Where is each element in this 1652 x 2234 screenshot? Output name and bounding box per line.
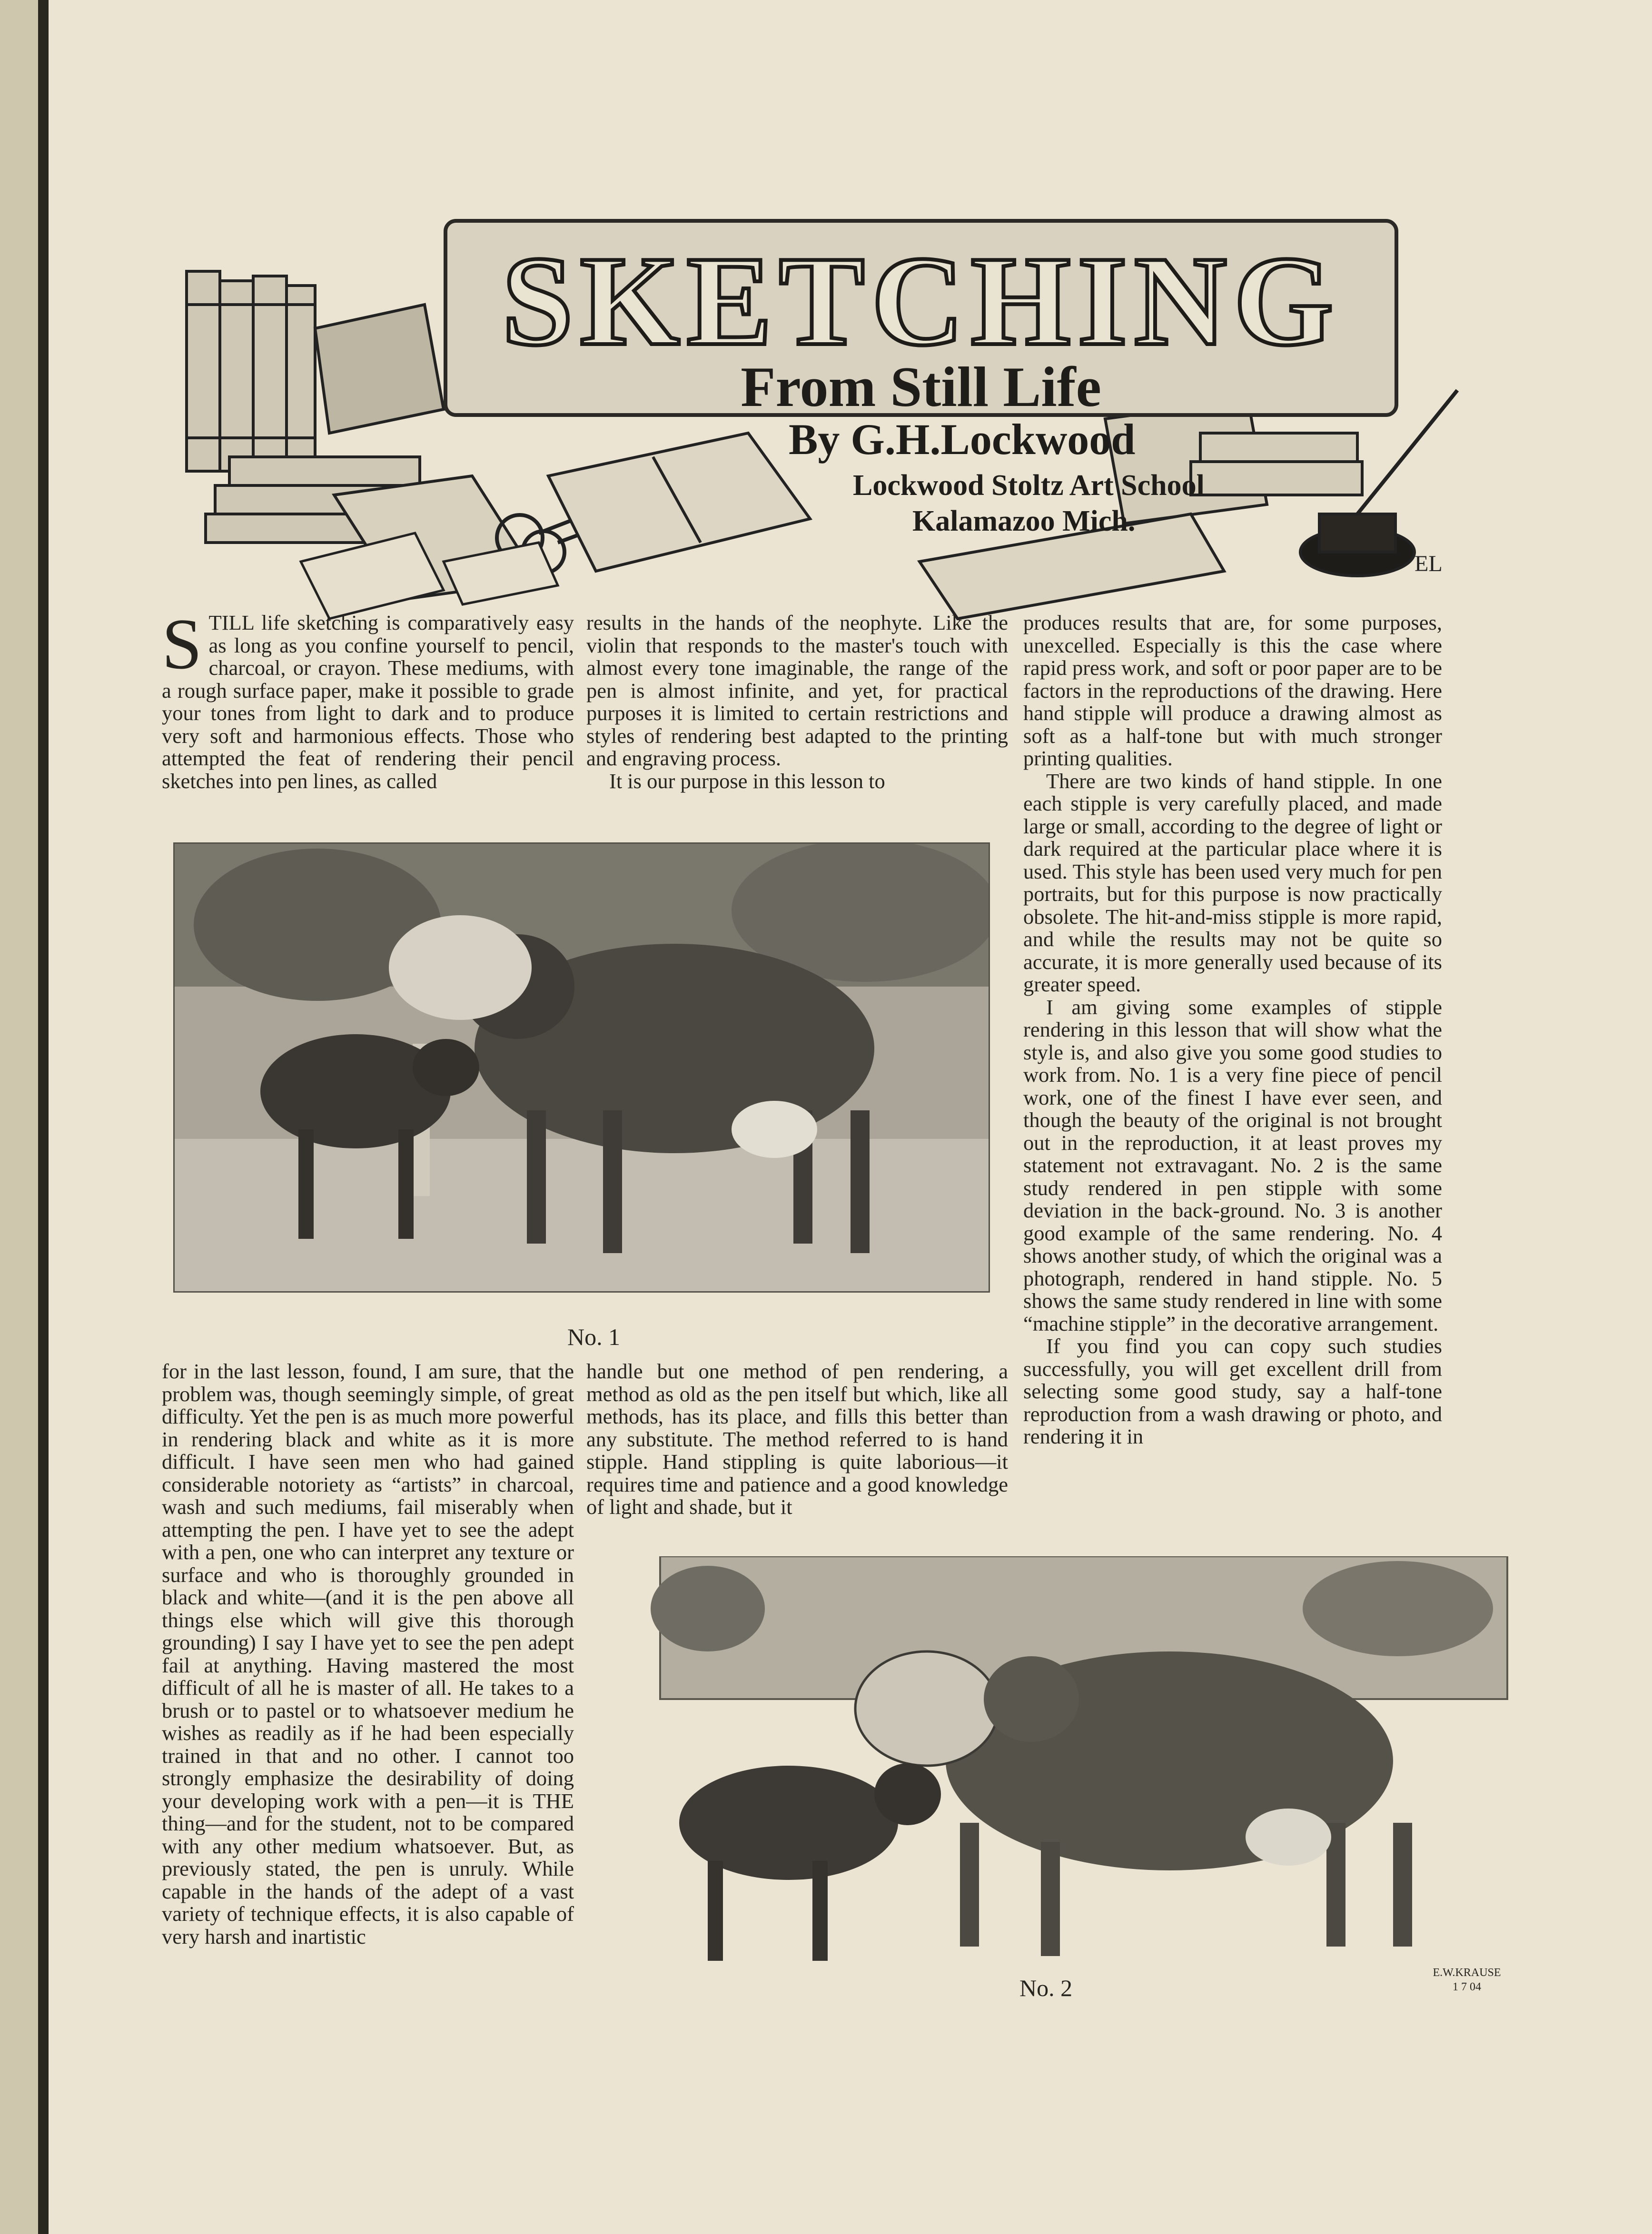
figure-2-caption: No. 2 <box>1019 1975 1073 2001</box>
paragraph: produces results that are, for some purposes, unexcelled. Especially is this the case where rapid press work, and soft or poor paper are to be factors in the reproductions of the drawing. Here hand stipple will produce a drawing almost as soft as a half-tone but with much stronger printing qualities. <box>1023 611 1442 770</box>
paragraph: for in the last lesson, found, I am sure, that the problem was, though seemingly simple, of great difficulty. Yet the pen is as much more powerful in rendering black and white as it is more difficult. I have seen men who had gained considerable notoriety as “artists” in charcoal, wash and such mediums, fail miserably when attempting the pen. I have yet to see the adept with a pen, one who can interpret any texture or surface and who is thoroughly grounded in black and white—(and it is the pen above all things else which will give this thorough grounding) I say I have yet to see the pen adept fail at anything. Having mastered the most difficult of all he is master of all. He takes to a brush or to pastel or to whatsoever medium he wishes as readily as if he had been especially trained in that and no other. I cannot too strongly emphasize the desirability of doing your developing work with a pen—it is THE thing—and for the student, not to be compared with any other medium whatsoever. But, as previously stated, the pen is unruly. While capable in the hands of the adept of a vast variety of technique effects, it is also capable of very harsh and inartistic <box>162 1359 574 1948</box>
author-school: Lockwood Stoltz Art School <box>853 469 1205 502</box>
author-byline: By G.H.Lockwood <box>789 415 1136 464</box>
column-3 <box>1023 612 1442 1530</box>
drop-cap: S <box>162 604 202 684</box>
column-1-bottom <box>162 1360 574 2007</box>
page-title: SKETCHING <box>502 230 1340 372</box>
column-2-bottom <box>586 1360 1008 1532</box>
cows-stipple-illustration <box>613 1556 1512 1975</box>
figure-1-image <box>173 842 990 1293</box>
paragraph-text: TILL life sketching is comparatively easy as long as you confine yourself to pencil, charcoal, or crayon. These mediums, with a rough surface paper, make it possible to grade your tones from light to dark and to produce very soft and harmonious effects. Those who attempted the feat of rendering their pencil sketches into pen lines, as called <box>162 611 574 793</box>
page-subtitle: From Still Life <box>741 355 1101 418</box>
artist-signature: E.W.KRAUSE 1 7 04 <box>1433 1967 1501 1993</box>
column-1-top <box>162 604 574 811</box>
artist-monogram: EL <box>1415 551 1443 576</box>
header-banner <box>177 209 1472 628</box>
cows-pencil-illustration <box>175 844 989 1291</box>
paragraph: It is our purpose in this lesson to <box>609 769 885 793</box>
paragraph: handle but one method of pen rendering, a method as old as the pen itself but which, like all methods, has its place, and fills this better than any substitute. The method referred to is hand stipple. Hand stippling is quite laborious—it requires time and patience and a good knowledge of light and shade, but it <box>586 1359 1008 1519</box>
author-city: Kalamazoo Mich. <box>912 505 1136 537</box>
paragraph: results in the hands of the neophyte. Like the violin that responds to the master's touch with almost every tone imaginable, the range of the pen is almost infinite, and yet, for practical purposes it is limited to certain restrictions and styles of rendering best adapted to the printing and engraving process. <box>586 611 1008 770</box>
title-box <box>444 219 1398 417</box>
paragraph: There are two kinds of hand stipple. In one each stipple is very carefully placed, and made large or small, according to the degree of light or dark required at the particular place where it is used. This style has been used very much for pen portraits, but for this purpose is now practically obsolete. The hit-and-miss stipple is more rapid, and while the results may not be quite so accurate, it is more generally used because of its greater speed. <box>1023 769 1442 996</box>
paragraph: If you find you can copy such studies successfully, you will get excellent drill from selecting some good study, say a half-tone reproduction from a wash drawing or photo, and rendering it in <box>1023 1334 1442 1448</box>
book-gutter <box>38 0 49 2234</box>
facing-page-edge <box>0 0 38 2234</box>
column-2-top <box>586 612 1008 811</box>
magazine-page <box>49 0 1652 2234</box>
paragraph <box>162 604 574 793</box>
paragraph: I am giving some examples of stipple rendering in this lesson that will show what the style is, and also give you some good studies to work from. No. 1 is a very fine piece of pencil work, one of the finest I have ever seen, and though the beauty of the original is not brought out in the reproduction, it at least proves my statement not extravagant. No. 2 is the same study rendered in pen stipple with some deviation in the back-ground. No. 3 is another good example of the same rendering. No. 4 shows another study, of which the original was a photograph, rendered in hand stipple. No. 5 shows the same study rendered in line with some “machine stipple” in the decorative arrangement. <box>1023 995 1442 1335</box>
figure-1-caption: No. 1 <box>567 1324 621 1350</box>
